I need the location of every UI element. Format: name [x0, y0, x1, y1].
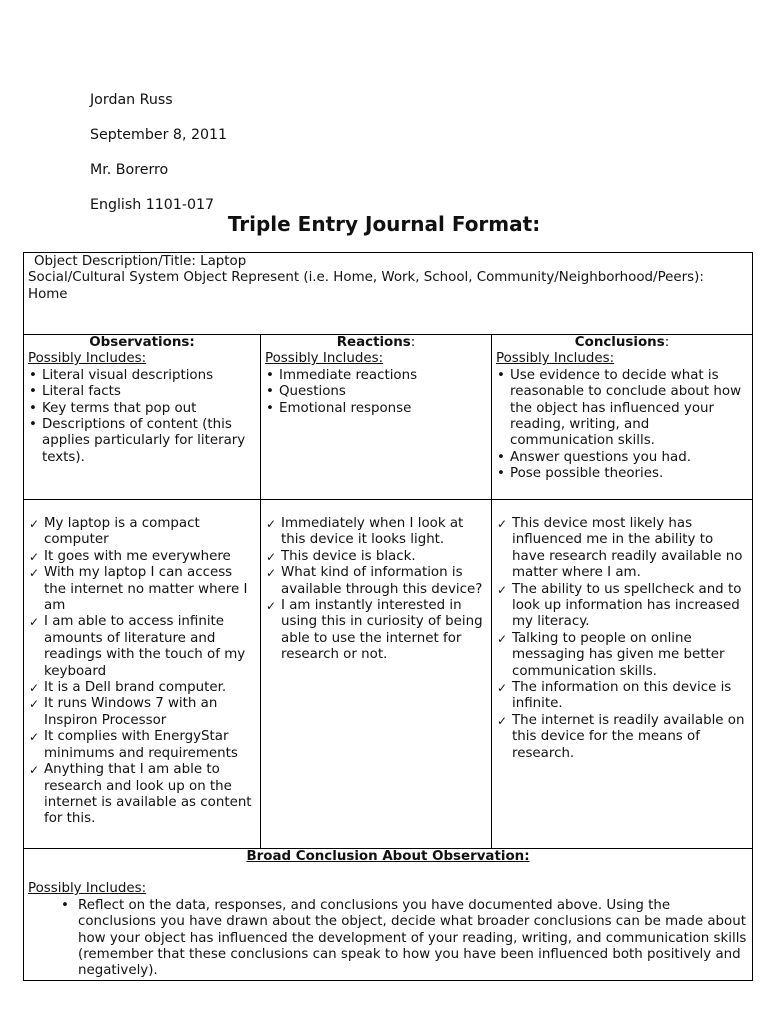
broad-conclusion-list	[28, 898, 748, 980]
list-item: ✓ It is a Dell brand computer.	[44, 680, 256, 696]
reactions-heading: Reactions:	[336, 335, 416, 350]
list-item: • Descriptions of content (this applies particularly for literary texts).	[42, 417, 256, 466]
journal-table	[23, 252, 753, 981]
course-code: English 1101-017	[90, 197, 215, 213]
object-row	[24, 253, 753, 335]
broad-conclusion-heading: Broad Conclusion About Observation:	[246, 849, 530, 864]
list-item: ✓ What kind of information is available through this device?	[281, 565, 487, 598]
entries-row	[24, 500, 753, 849]
observations-heading: Observations:	[89, 335, 195, 350]
list-item: ✓ This device is black.	[281, 549, 487, 565]
reactions-guide-cell	[261, 335, 492, 500]
observations-entries-list	[28, 516, 256, 828]
guide-row	[24, 335, 753, 500]
reactions-guide-list	[265, 368, 487, 417]
list-item: ✓ The ability to us spellcheck and to look up information has increased my literacy.	[512, 582, 748, 631]
document-title: Triple Entry Journal Format:	[227, 212, 541, 236]
list-item: • Literal facts	[42, 384, 256, 400]
spacer	[28, 865, 748, 881]
document-date: September 8, 2011	[90, 127, 228, 143]
list-item: • Answer questions you had.	[510, 450, 748, 466]
list-item: • Use evidence to decide what is reasonable to conclude about how the object has influenced your reading, writing, and communication skills.	[510, 368, 748, 450]
list-item: ✓ I am instantly interested in using this in curiosity of being able to use the internet for research or not.	[281, 598, 487, 664]
student-name: Jordan Russ	[90, 92, 173, 108]
list-item: • Pose possible theories.	[510, 466, 748, 482]
social-system-value: Home	[28, 286, 68, 302]
reactions-possibly-includes: Possibly Includes:	[265, 351, 384, 367]
teacher-name: Mr. Borerro	[90, 162, 169, 178]
observations-guide-list	[28, 368, 256, 466]
list-item: ✓ Talking to people on online messaging has given me better communication skills.	[512, 631, 748, 680]
reactions-entries-list	[265, 516, 487, 664]
list-item: • Emotional response	[279, 401, 487, 417]
list-item: • Reflect on the data, responses, and conclusions you have documented above. Using the conclusions you have drawn about the object, decide what broader conclusions can be made about how your object has influenced the development of your reading, writing, and communication skills (remember that these conclusions can speak to how you have been influenced both positively and negatively).	[78, 898, 748, 980]
list-item: ✓ The internet is readily available on this device for the means of research.	[512, 713, 748, 762]
conclusions-entries-cell	[492, 500, 753, 849]
list-item: ✓ The information on this device is infinite.	[512, 680, 748, 713]
list-item: ✓ It complies with EnergyStar minimums and requirements	[44, 729, 256, 762]
list-item: • Immediate reactions	[279, 368, 487, 384]
list-item: ✓ With my laptop I can access the internet no matter where I am	[44, 565, 256, 614]
conclusions-possibly-includes: Possibly Includes:	[496, 351, 615, 367]
reactions-entries-cell	[261, 500, 492, 849]
object-description: Object Description/Title: Laptop	[34, 254, 247, 269]
broad-conclusion-cell	[24, 849, 753, 981]
observations-guide-cell	[24, 335, 261, 500]
list-item: ✓ Anything that I am able to research and look up on the internet is available as content for this.	[44, 762, 256, 828]
list-item: ✓ It runs Windows 7 with an Inspiron Processor	[44, 696, 256, 729]
conclusions-entries-list	[496, 516, 748, 762]
list-item: • Literal visual descriptions	[42, 368, 256, 384]
object-description-cell	[24, 253, 753, 335]
observations-possibly-includes: Possibly Includes:	[28, 351, 147, 367]
list-item: • Questions	[279, 384, 487, 400]
broad-possibly-includes: Possibly Includes:	[28, 881, 147, 897]
list-item: ✓ Immediately when I look at this device it looks light.	[281, 516, 487, 549]
conclusions-guide-list	[496, 368, 748, 483]
social-system-label: Social/Cultural System Object Represent (i.e. Home, Work, School, Community/Neighborhood/Peers):	[28, 270, 704, 286]
list-item: ✓ It goes with me everywhere	[44, 549, 256, 565]
conclusions-guide-cell	[492, 335, 753, 500]
conclusions-heading: Conclusions:	[574, 335, 670, 350]
list-item: ✓ My laptop is a compact computer	[44, 516, 256, 549]
list-item: ✓ This device most likely has influenced me in the ability to have research readily available no matter where I am.	[512, 516, 748, 582]
list-item: ✓ I am able to access infinite amounts of literature and readings with the touch of my keyboard	[44, 614, 256, 680]
list-item: • Key terms that pop out	[42, 401, 256, 417]
observations-entries-cell	[24, 500, 261, 849]
broad-conclusion-row	[24, 849, 753, 981]
